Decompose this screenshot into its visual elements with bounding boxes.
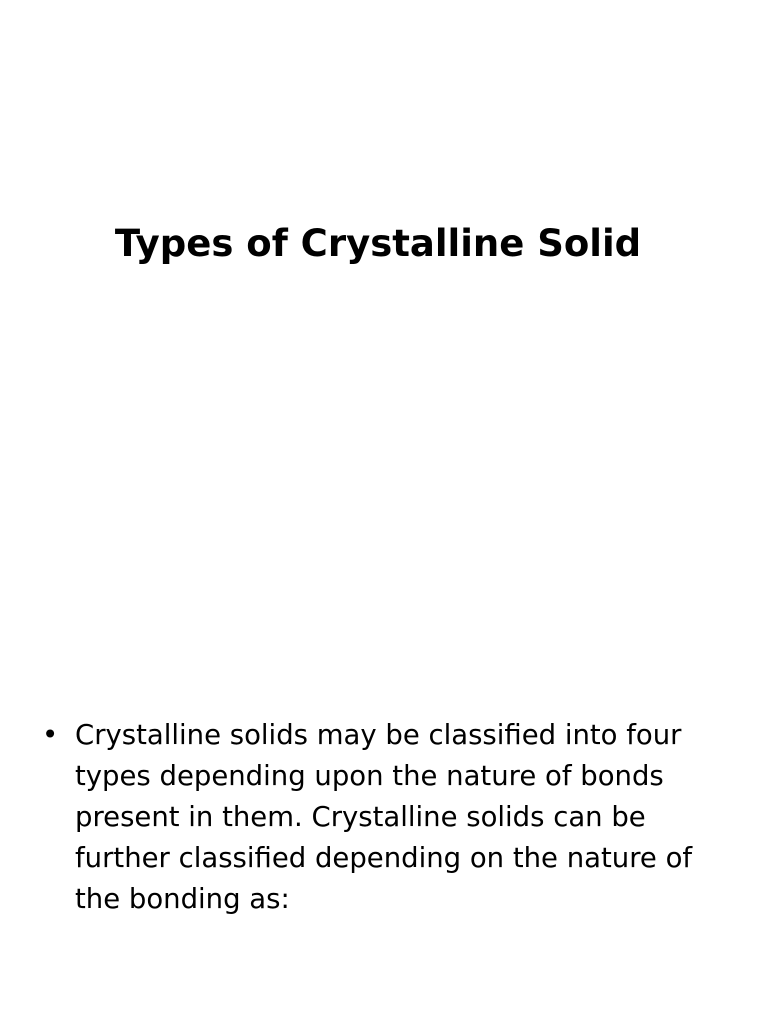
bullet-item — [42, 715, 742, 920]
bullet-marker: • — [42, 719, 59, 751]
bullet-list — [42, 715, 742, 920]
slide-title: Types of Crystalline Solid — [114, 222, 642, 265]
bullet-text: Crystalline solids may be classified into four types depending upon the nature of bonds present in them. Crystalline solids can be further classified depending on the nature of the bonding as: — [75, 719, 693, 915]
